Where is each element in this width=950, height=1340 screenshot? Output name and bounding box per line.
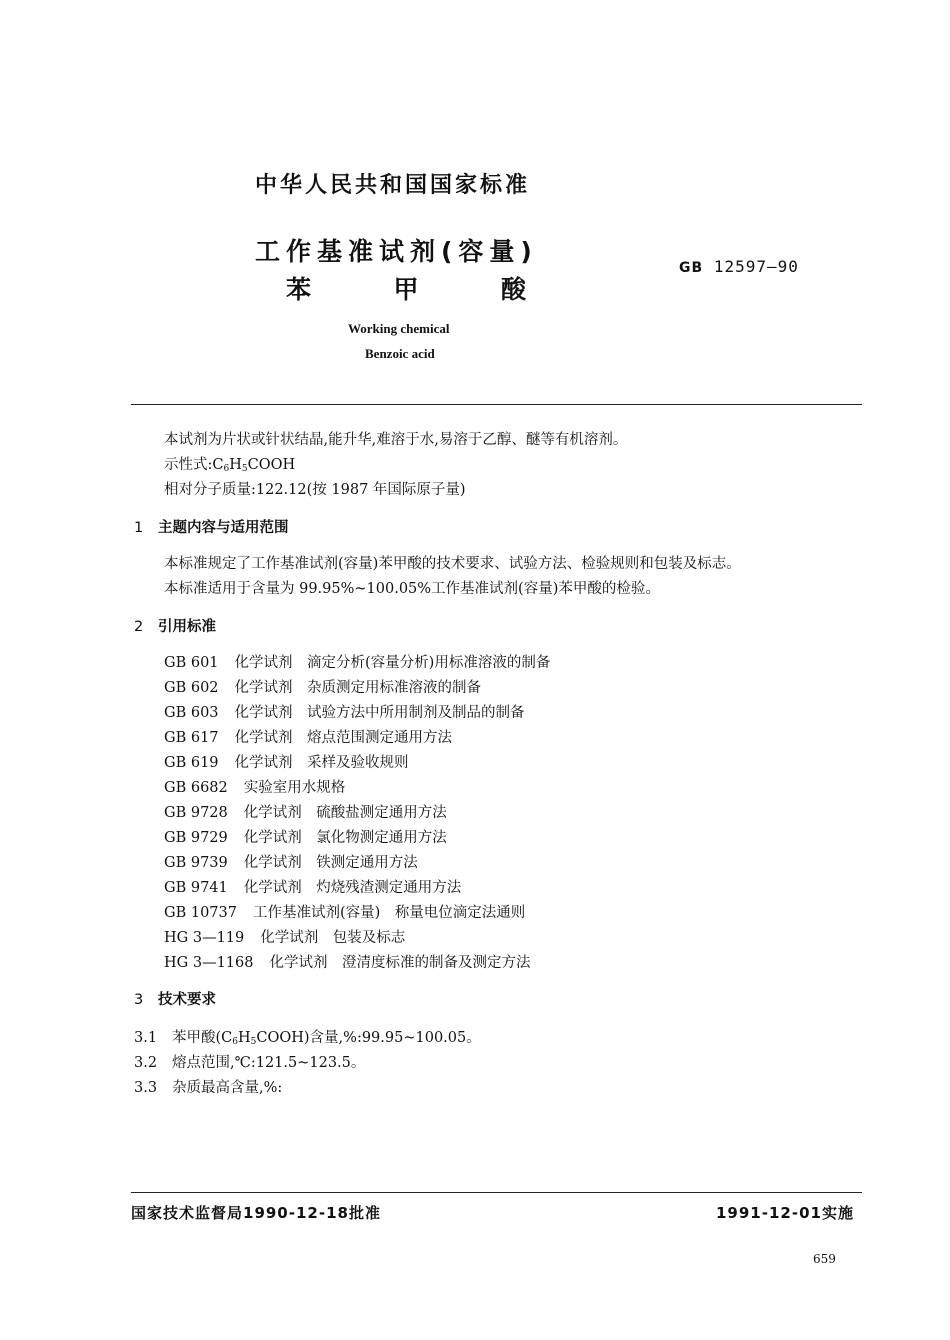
reference-text: 化学试剂 包装及标志 (260, 930, 406, 946)
section-1-para-1: 本标准规定了工作基准试剂(容量)苯甲酸的技术要求、试验方法、检验规则和包装及标志。 (164, 556, 741, 572)
reference-text: 化学试剂 氯化物测定通用方法 (243, 830, 447, 846)
clause-c-sub: 6 (232, 1037, 238, 1047)
reference-text: 化学试剂 采样及验收规则 (234, 755, 409, 771)
formula-rest: COOH (247, 457, 296, 473)
clause-text-pre: 苯甲酸(C (172, 1030, 233, 1046)
formula-c: C (212, 457, 224, 473)
clause-number: 3.2 (134, 1055, 158, 1071)
footer-divider (131, 1192, 862, 1193)
section-2-heading (134, 615, 216, 636)
clause-3-2 (134, 1051, 365, 1072)
reference-item (164, 726, 452, 747)
approval-date: 国家技术监督局1990-12-18批准 (131, 1204, 381, 1222)
reference-item (164, 951, 530, 972)
reference-code: GB 601 (164, 655, 219, 671)
reference-item (164, 776, 345, 797)
section-3-heading (134, 988, 216, 1009)
clause-h-sub: 5 (250, 1037, 257, 1047)
reference-item (164, 676, 481, 697)
reference-code: GB 9729 (164, 830, 228, 846)
formula-h-sub: 5 (241, 464, 248, 474)
effective-date: 1991-12-01实施 (716, 1204, 854, 1222)
formula-c-sub: 6 (223, 464, 230, 474)
section-2-number: 2 (134, 619, 144, 635)
intro-description: 本试剂为片状或针状结晶,能升华,难溶于水,易溶于乙醇、醚等有机溶剂。 (164, 432, 628, 448)
intro-molecular-mass: 相对分子质量:122.12(按 1987 年国际原子量) (164, 482, 466, 498)
title-char-2: 甲 (393, 275, 419, 304)
clause-text: 杂质最高含量,%: (172, 1080, 283, 1096)
reference-text: 化学试剂 铁测定通用方法 (243, 855, 418, 871)
reference-item (164, 851, 418, 872)
reference-text: 工作基准试剂(容量) 称量电位滴定法通则 (252, 905, 526, 921)
intro-formula (164, 453, 295, 474)
reference-code: GB 9739 (164, 855, 228, 871)
reference-code: GB 603 (164, 705, 219, 721)
reference-item (164, 876, 461, 897)
section-3-number: 3 (134, 992, 144, 1008)
section-1-number: 1 (134, 520, 144, 536)
section-1-para-2: 本标准适用于含量为 99.95%~100.05%工作基准试剂(容量)苯甲酸的检验。 (164, 581, 660, 597)
formula-h: H (229, 457, 242, 473)
title-char-3: 酸 (500, 275, 526, 304)
reference-item (164, 701, 525, 722)
national-standard-title: 中华人民共和国国家标准 (255, 173, 531, 198)
reference-code: GB 602 (164, 680, 219, 696)
section-3-title: 技术要求 (158, 992, 216, 1008)
section-1-title: 主题内容与适用范围 (158, 520, 289, 536)
formula-label: 示性式: (164, 457, 213, 473)
reference-code: GB 9728 (164, 805, 228, 821)
reference-code: GB 617 (164, 730, 219, 746)
clause-number: 3.3 (134, 1080, 158, 1096)
reference-item (164, 926, 405, 947)
section-2-title: 引用标准 (158, 619, 216, 635)
reference-item (164, 901, 525, 922)
reference-code: GB 9741 (164, 880, 228, 896)
english-title-line2: Benzoic acid (365, 346, 435, 361)
title-char-1: 苯 (286, 275, 312, 304)
section-1-heading (134, 516, 289, 537)
clause-h: H (238, 1030, 251, 1046)
reference-text: 化学试剂 澄清度标准的制备及测定方法 (269, 955, 531, 971)
reference-code: GB 6682 (164, 780, 228, 796)
reference-item (164, 801, 447, 822)
reference-text: 实验室用水规格 (243, 780, 346, 796)
standard-number (679, 257, 799, 276)
reference-text: 化学试剂 试验方法中所用制剂及制品的制备 (234, 705, 525, 721)
clause-3-3 (134, 1076, 282, 1097)
document-title-line1: 工作基准试剂(容量) (255, 237, 538, 266)
reference-text: 化学试剂 硫酸盐测定通用方法 (243, 805, 447, 821)
reference-text: 化学试剂 熔点范围测定通用方法 (234, 730, 453, 746)
page-number: 659 (813, 1252, 836, 1266)
reference-text: 化学试剂 灼烧残渣测定通用方法 (243, 880, 462, 896)
standard-code: 12597—90 (713, 257, 799, 276)
english-title-line1: Working chemical (348, 321, 450, 336)
reference-code: GB 619 (164, 755, 219, 771)
reference-code: GB 10737 (164, 905, 237, 921)
document-title-line2 (286, 270, 526, 306)
clause-text-post: COOH)含量,%:99.95~100.05。 (256, 1030, 481, 1046)
reference-code: HG 3—1168 (164, 955, 254, 971)
clause-number: 3.1 (134, 1030, 158, 1046)
standard-prefix: GB (679, 260, 704, 276)
reference-item (164, 826, 447, 847)
reference-text: 化学试剂 杂质测定用标准溶液的制备 (234, 680, 482, 696)
reference-item (164, 651, 550, 672)
reference-item (164, 751, 409, 772)
reference-code: HG 3—119 (164, 930, 245, 946)
reference-text: 化学试剂 滴定分析(容量分析)用标准溶液的制备 (234, 655, 551, 671)
header-divider (131, 404, 862, 405)
clause-text: 熔点范围,℃:121.5~123.5。 (172, 1055, 366, 1071)
clause-3-1 (134, 1026, 481, 1047)
